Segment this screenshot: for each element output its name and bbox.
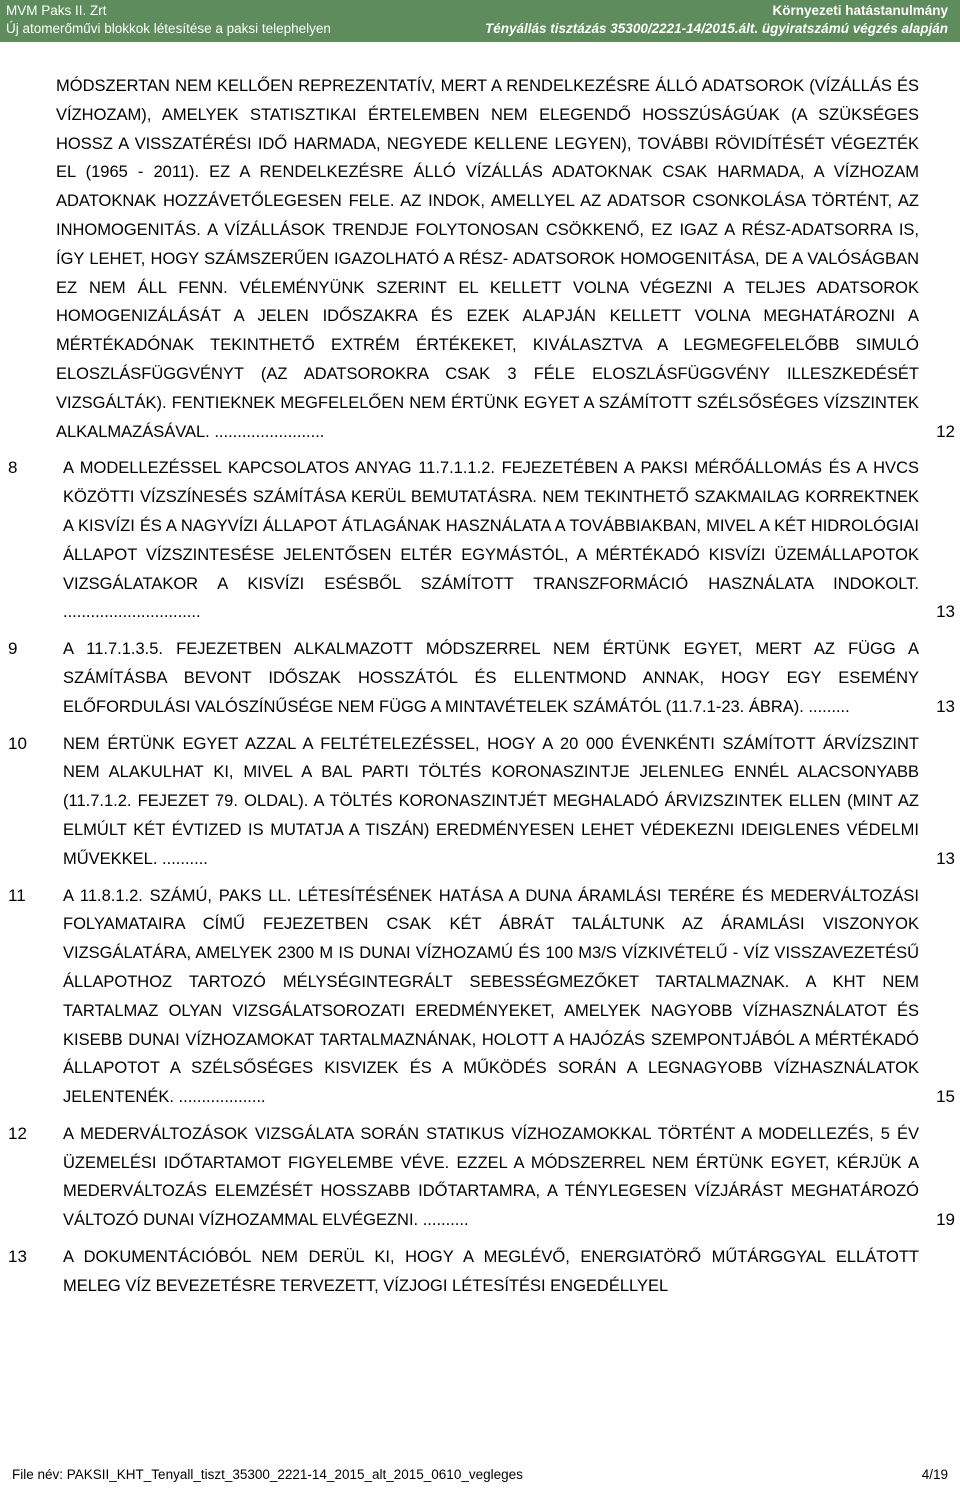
toc-entry-body xyxy=(63,882,955,1112)
toc-entry[interactable] xyxy=(7,454,955,627)
toc-entry[interactable] xyxy=(7,882,955,1112)
toc-entry-page: 15 xyxy=(936,1087,955,1107)
footer-filename: File név: PAKSII_KHT_Tenyall_tiszt_35300_2221-14_2015_alt_2015_0610_vegleges xyxy=(12,1467,523,1482)
toc-entry-page: 13 xyxy=(936,602,955,622)
toc-entry-text: A MODELLEZÉSSEL KAPCSOLATOS ANYAG 11.7.1.1.2. FEJEZETÉBEN A PAKSI MÉRŐÁLLOMÁS ÉS A HVCS KÖZÖTTI VÍZSZÍNESÉS SZÁMÍTÁSA KERÜL BEMUTATÁSRA. NEM TEKINTHETŐ SZAKMAILAG KORREKTNEK A KISVÍZI ÉS A NAGYVÍZI ÁLLAPOT ÁTLAGÁNAK HASZNÁLATA A TOVÁBBIAKBAN, MIVEL A KÉT HIDROLÓGIAI ÁLLAPOT VÍZSZINTESÉSE JELENTŐSEN ELTÉR EGYMÁSTÓL, A MÉRTÉKADÓ KISVÍZI ÜZEMÁLLAPOTOK VIZSGÁLATAKOR A KISVÍZI ESÉSBŐL SZÁMÍTOTT TRANSZFORMÁCIÓ HASZNÁLATA INDOKOLT. .............................. xyxy=(63,459,919,622)
toc-list xyxy=(7,72,955,1301)
toc-entry-number: 10 xyxy=(8,733,27,753)
toc-entry-page: 12 xyxy=(936,421,955,441)
toc-entry[interactable] xyxy=(7,730,955,874)
toc-entry-page: 13 xyxy=(936,696,955,716)
toc-entry-page: 13 xyxy=(936,848,955,868)
toc-entry-body xyxy=(63,635,955,721)
toc-entry[interactable] xyxy=(7,72,955,446)
toc-entry-text: A DOKUMENTÁCIÓBÓL NEM DERÜL KI, HOGY A MEGLÉVŐ, ENERGIATÖRŐ MŰTÁRGGYAL ELLÁTOTT MELEG VÍZ BEVEZETÉSRE TERVEZETT, VÍZJOGI LÉTESÍTÉSI ENGEDÉLLYEL xyxy=(63,1248,919,1295)
header-company: MVM Paks II. Zrt xyxy=(6,3,107,18)
toc-entry-number: 8 xyxy=(8,458,18,478)
toc-entry-text: A MEDERVÁLTOZÁSOK VIZSGÁLATA SORÁN STATIKUS VÍZHOZAMOKKAL TÖRTÉNT A MODELLEZÉS, 5 ÉV ÜZEMELÉSI IDŐTARTAMOT FIGYELEMBE VÉVE. EZZEL A MÓDSZERREL NEM ÉRTÜNK EGYET, KÉRJÜK A MEDERVÁLTOZÁS ELEMZÉSÉT HOSSZABB IDŐTARTAMRA, A TÉNYLEGESEN VÍZJÁRÁST MEGHATÁROZÓ VÁLTOZÓ DUNAI VÍZHOZAMMAL ELVÉGEZNI. .......... xyxy=(63,1124,919,1230)
toc-entry-number: 11 xyxy=(8,885,26,905)
toc-entry-text: MÓDSZERTAN NEM KELLŐEN REPREZENTATÍV, MERT A RENDELKEZÉSRE ÁLLÓ ADATSOROK (VÍZÁLLÁS ÉS VÍZHOZAM), AMELYEK STATISZTIKAI ÉRTELEMBEN NEM ELEGENDŐ HOSSZÚSÁGÚAK (A SZÜKSÉGES HOSSZ A VISSZATÉRÉSI IDŐ HARMADA, NEGYEDE KELLENE LEGYEN), TOVÁBBI RÖVIDÍTÉSÉT VÉGEZTÉK EL (1965 - 2011). EZ A RENDELKEZÉSRE ÁLLÓ VÍZÁLLÁS ADATOKNAK CSAK HARMADA, A VÍZHOZAM ADATOKNAK HOZZÁVETŐLEGESEN FELE. AZ INDOK, AMELLYEL AZ ADATSOR CSONKOLÁSA TÖRTÉNT, AZ INHOMOGENITÁS. A VÍZÁLLÁSOK TRENDJE FOLYTONOSAN CSÖKKENŐ, EZ IGAZ A RÉSZ-ADATSORRA IS, ÍGY LEHET, HOGY SZÁMSZERŰEN IGAZOLHATÓ A RÉSZ- ADATSOROK HOMOGENITÁSA, DE A VALÓSÁGBAN EZ NEM ÁLL FENN. VÉLEMÉNYÜNK SZERINT EL KELLETT VOLNA VÉGEZNI A TELJES ADATSOROK HOMOGENIZÁLÁSÁT A JELEN IDŐSZAKRA ÉS EZEK ALAPJÁN KELLETT VOLNA MEGHATÁROZNI A MÉRTÉKADÓNAK TEKINTHETŐ EXTRÉM ÉRTÉKEKET, KIVÁLASZTVA A LEGMEGFELELŐBB SIMULÓ ELOSZLÁSFÜGGVÉNYT (AZ ADATSOROKRA CSAK 3 FÉLE ELOSZLÁSFÜGGVÉNY ILLESZKEDÉSÉT VIZSGÁLTÁK). FENTIEKNEK MEGFELELŐEN NEM ÉRTÜNK EGYET A SZÁMÍTOTT SZÉLSŐSÉGES VÍZSZINTEK ALKALMAZÁSÁVAL. ........................ xyxy=(56,77,919,441)
toc-entry-text: A 11.8.1.2. SZÁMÚ, PAKS LL. LÉTESÍTÉSÉNEK HATÁSA A DUNA ÁRAMLÁSI TERÉRE ÉS MEDERVÁLTOZÁSI FOLYAMATAIRA CÍMŰ FEJEZETBEN CSAK KÉT ÁBRÁT TALÁLTUNK AZ ÁRAMLÁSI VISZONYOK VIZSGÁLATÁRA, AMELYEK 2300 M IS DUNAI VÍZHOZAMÚ ÉS 100 M3/S VÍZKIVÉTELŰ - VÍZ VISSZAVEZETÉSŰ ÁLLAPOTHOZ TARTOZÓ MÉLYSÉGINTEGRÁLT SEBESSÉGMEZŐKET TARTALMAZNAK. A KHT NEM TARTALMAZ OLYAN VIZSGÁLATSOROZATI EREDMÉNYEKET, AMELYEK NAGYOBB VÍZHASZNÁLATOT ÉS KISEBB DUNAI VÍZHOZAMOKAT TARTALMAZNÁNAK, HOLOTT A HAJÓZÁS SZEMPONTJÁBÓL A MÉRTÉKADÓ ÁLLAPOTOT A SZÉLSŐSÉGES KISVIZEK ÉS A MŰKÖDÉS SORÁN A LEGNAGYOBB VÍZHASZNÁLATOK JELENTENÉK. ................... xyxy=(63,886,919,1107)
toc-entry-page: 19 xyxy=(936,1210,955,1230)
header-doc-subtitle: Tényállás tisztázás 35300/2221-14/2015.ált. ügyiratszámú végzés alapján xyxy=(484,21,948,36)
toc-entry-number: 12 xyxy=(8,1123,27,1143)
page-header xyxy=(0,0,960,42)
toc-entry-body xyxy=(63,730,955,874)
toc-entry-body xyxy=(7,72,955,446)
toc-entry-number: 13 xyxy=(8,1247,27,1267)
footer-page-number: 4/19 xyxy=(921,1467,948,1482)
toc-entry[interactable] xyxy=(7,635,955,721)
toc-entry-body xyxy=(63,454,955,627)
toc-entry-number: 9 xyxy=(8,639,18,659)
toc-entry-body xyxy=(63,1243,955,1301)
toc-entry-body xyxy=(63,1120,955,1235)
header-doc-title: Környezeti hatástanulmány xyxy=(772,3,948,18)
toc-entry[interactable] xyxy=(7,1243,955,1301)
toc-entry-text: NEM ÉRTÜNK EGYET AZZAL A FELTÉTELEZÉSSEL, HOGY A 20 000 ÉVENKÉNTI SZÁMÍTOTT ÁRVÍZSZINT NEM ALAKULHAT KI, MIVEL A BAL PARTI TÖLTÉS KORONASZINTJE JELENLEG ENNÉL ALACSONYABB (11.7.1.2. FEJEZET 79. OLDAL). A TÖLTÉS KORONASZINTJÉT MEGHALADÓ ÁRVIZSZINTEK ELLEN (MINT AZ ELMÚLT KÉT ÉVTIZED IS MUTATJA A TISZÁN) EREDMÉNYESEN LEHET VÉDEKEZNI IDEIGLENES VÉDELMI MŰVEKKEL. .......... xyxy=(63,734,919,868)
toc-entry-text: A 11.7.1.3.5. FEJEZETBEN ALKALMAZOTT MÓDSZERREL NEM ÉRTÜNK EGYET, MERT AZ FÜGG A SZÁMÍTÁSBA BEVONT IDŐSZAK HOSSZÁTÓL ÉS ELLENTMOND ANNAK, HOGY EGY ESEMÉNY ELŐFORDULÁSI VALÓSZÍNŰSÉGE NEM FÜGG A MINTAVÉTELEK SZÁMÁTÓL (11.7.1-23. ÁBRA). ......... xyxy=(63,640,919,716)
header-project: Új atomerőművi blokkok létesítése a paksi telephelyen xyxy=(6,21,331,36)
toc-entry[interactable] xyxy=(7,1120,955,1235)
